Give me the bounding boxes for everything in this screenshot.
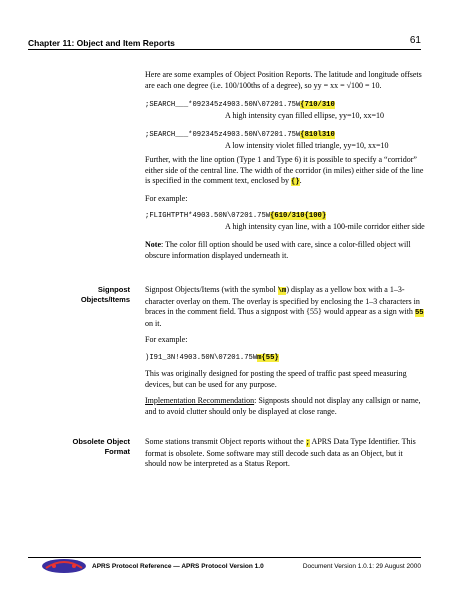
footer-title: APRS Protocol Reference — APRS Protocol Version 1.0 bbox=[92, 563, 264, 570]
implementation-recommendation: Implementation Recommendation: Signposts should not display any callsign or name, and to avoid clutter should only be displayed at close range. bbox=[145, 396, 421, 416]
signpost-for-example: For example: bbox=[145, 335, 188, 344]
signpost-paragraph: Signpost Objects/Items (with the symbol \m) display as a yellow box with a 1–3-character overlay on them. The overlay is specified by enclosing the 1–3 characters in braces in the comment field. Thus a signpost with {55} would appear as a sign with 55 on it. bbox=[145, 285, 424, 328]
page-number: 61 bbox=[409, 35, 421, 46]
obsolete-heading: Obsolete Object Format bbox=[72, 437, 130, 456]
chapter-title: Chapter 11: Object and Item Reports bbox=[28, 38, 175, 48]
signpost-example-code: )I91_3N!4903.50N\07201.75Wm{55} bbox=[145, 353, 279, 362]
example-3-desc: A high intensity cyan line, with a 100-mile corridor either side bbox=[225, 221, 425, 231]
signpost-heading: Signpost Objects/Items bbox=[80, 285, 130, 304]
for-example-label: For example: bbox=[145, 193, 188, 203]
header-rule bbox=[28, 49, 421, 50]
signpost-purpose: This was originally designed for posting the speed of traffic past speed measuring devices, but can be used for any purpose. bbox=[145, 369, 407, 389]
obsolete-paragraph: Some stations transmit Object reports without the ; APRS Data Type Identifier. This format is obsolete. Some software may still decode such data as an Object, but it should now be interpreted as a Status Report. bbox=[145, 437, 416, 468]
example-2-desc: A low intensity violet filled triangle, yy=10, xx=10 bbox=[225, 140, 389, 150]
corridor-paragraph: Further, with the line option (Type 1 and Type 6) it is possible to specify a “corridor” either side of the central line. The width of the corridor (in miles) either side of the line is specified in the comment text, enclosed by {}. bbox=[145, 155, 424, 186]
example-1-code: ;SEARCH___*092345z4903.50N\07201.75W{710/310 bbox=[145, 101, 335, 109]
footer-version: Document Version 1.0.1: 29 August 2000 bbox=[302, 563, 421, 570]
example-3-code: ;FLIGHTPTH*4903.50N\07201.75W{610/310{100} bbox=[145, 212, 327, 220]
signpost-section bbox=[145, 285, 425, 417]
obsolete-section bbox=[145, 437, 425, 470]
example-2-code: ;SEARCH___*092345z4903.50N\07201.75W{810l310 bbox=[145, 131, 335, 139]
intro-section bbox=[145, 70, 425, 261]
note-paragraph: Note: The color fill option should be used with care, since a color-filled object will obscure information displayed underneath it. bbox=[145, 240, 411, 260]
intro-paragraph: Here are some examples of Object Position Reports. The latitude and longitude offsets are each one degree (i.e. 100/100ths of a degree), so yy = xx = √100 = 10. bbox=[145, 70, 422, 90]
example-1-desc: A high intensity cyan filled ellipse, yy=10, xx=10 bbox=[225, 110, 385, 120]
aprs-logo-icon bbox=[40, 558, 88, 574]
